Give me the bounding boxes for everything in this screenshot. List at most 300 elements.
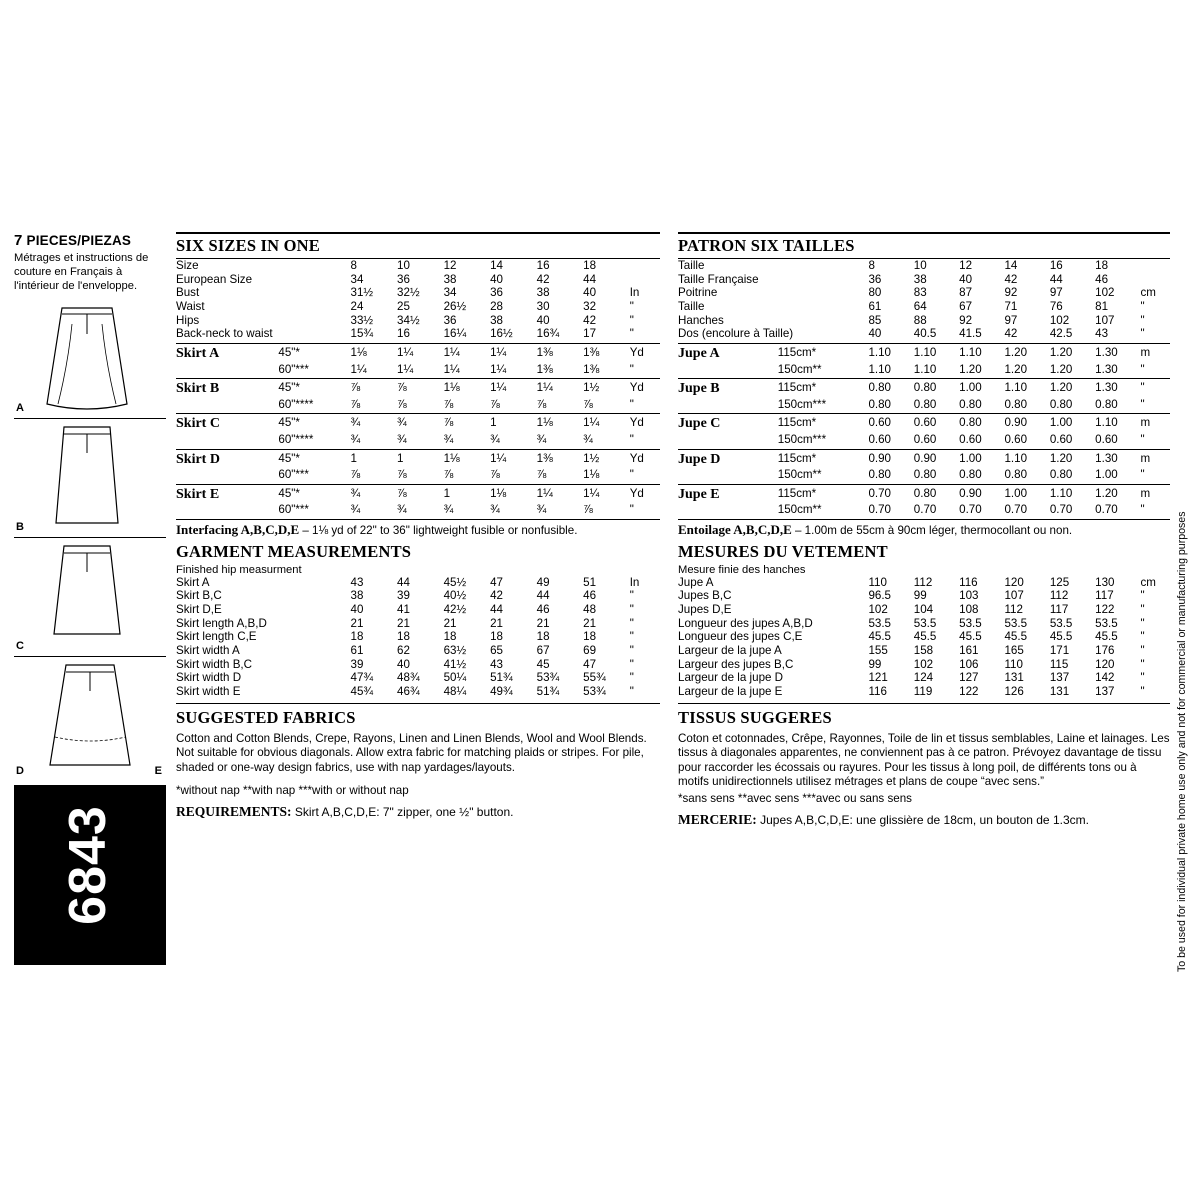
cell: 92	[1004, 286, 1018, 300]
unit: "	[1140, 671, 1145, 685]
cell: 53.5	[1004, 616, 1028, 630]
table-row	[678, 286, 1170, 300]
french-garment-sub: Mesure finie des hanches	[678, 563, 806, 576]
cell: 1⅜	[583, 346, 600, 360]
fabric-width: 60"***	[278, 468, 309, 482]
cell: 1⅛	[443, 451, 460, 465]
english-title: SIX SIZES IN ONE	[176, 234, 660, 259]
table-row	[678, 589, 1170, 603]
row-label: Taille	[678, 300, 705, 314]
interfacing-text: – 1.00m de 55cm à 90cm léger, thermocollant ou non.	[791, 523, 1073, 537]
view-name: Skirt D	[176, 451, 220, 467]
cell: 46	[1095, 272, 1109, 286]
unit: "	[629, 313, 634, 327]
cell: 44	[397, 575, 410, 589]
unit	[630, 273, 660, 287]
table-row	[176, 363, 660, 377]
cell: 120	[1004, 575, 1024, 589]
cell: 1.10	[1004, 451, 1028, 465]
cell: 15¾	[350, 327, 374, 341]
cell: 45	[536, 657, 550, 671]
requirements-label: MERCERIE:	[678, 811, 757, 827]
fabric-width: 115cm*	[777, 416, 817, 430]
cell: 48¼	[443, 684, 467, 698]
cell: 0.80	[868, 397, 892, 411]
table-row	[176, 314, 660, 328]
french-panel	[678, 232, 1170, 828]
cell: 1.10	[868, 362, 892, 376]
unit: In	[629, 286, 640, 300]
fabric-width: 150cm***	[777, 432, 827, 446]
table-row	[678, 658, 1170, 672]
cell: 1¼	[397, 346, 414, 360]
cell: 38	[443, 272, 457, 286]
table-row	[678, 617, 1170, 631]
cell: 51	[583, 575, 597, 589]
cell: 40	[583, 286, 597, 300]
unit: Yd	[629, 486, 644, 500]
cell: 21	[443, 616, 457, 630]
table-row	[678, 273, 1170, 287]
table-row	[176, 300, 660, 314]
cell: 41.5	[959, 327, 982, 341]
fabric-width: 45"*	[278, 346, 300, 360]
cell: 42	[490, 589, 504, 603]
cell: ⅞	[350, 381, 361, 395]
cell: 1¼	[443, 346, 460, 360]
table-row	[678, 644, 1170, 658]
view-name: Jupe E	[678, 486, 720, 502]
cell: 92	[959, 313, 973, 327]
english-yardage-b	[176, 381, 660, 411]
cell: 36	[490, 286, 504, 300]
row-label: Taille	[678, 259, 705, 272]
view-label-b: B	[16, 521, 24, 533]
row-label: Longueur des jupes C,E	[678, 630, 803, 644]
row-label: Jupe A	[678, 575, 714, 589]
english-fabrics-text: Cotton and Cotton Blends, Crepe, Rayons, Linen and Linen Blends, Wool and Wool Blends. Not suitable for obvious diagonals. Allow extra fabric for matching plaids or stripes. For pile, shaded or one-way design fabrics, use with nap yardages/layouts.	[176, 731, 647, 774]
cell: 0.60	[1004, 432, 1028, 446]
cell: 43	[350, 575, 364, 589]
cell: 116	[959, 575, 978, 589]
unit: m	[1140, 416, 1151, 430]
row-label: Skirt width D	[176, 671, 242, 685]
cell: 0.70	[868, 503, 892, 517]
row-label: Largeur de la jupe A	[678, 643, 782, 657]
cell: 32	[583, 300, 597, 314]
cell: 1	[350, 451, 357, 465]
cell: 64	[913, 300, 927, 314]
row-label: Hips	[176, 313, 200, 327]
fabric-width: 60"****	[278, 397, 314, 411]
cell: 125	[1049, 575, 1070, 589]
cell: 43	[490, 657, 504, 671]
table-row	[176, 658, 660, 672]
row-label: Poitrine	[678, 286, 718, 300]
cell: 1.00	[959, 381, 982, 395]
cell: 43	[1095, 327, 1109, 341]
french-yardage-b	[678, 381, 1170, 411]
cell: 1.20	[1049, 346, 1073, 360]
french-garment-title: MESURES DU VETEMENT	[678, 541, 888, 561]
cell: 1.20	[1049, 362, 1073, 376]
table-row	[678, 671, 1170, 685]
cell: 1.30	[1095, 451, 1118, 465]
cell: ⅞	[490, 397, 500, 411]
table-row	[176, 685, 660, 699]
cell: 16	[1049, 259, 1063, 272]
cell: 0.80	[1049, 397, 1073, 411]
cell: 16¾	[536, 327, 560, 341]
cell: 34½	[397, 313, 420, 327]
english-panel	[176, 232, 660, 820]
cell: 0.80	[1049, 468, 1073, 482]
french-yardage-c	[678, 416, 1170, 446]
skirt-b-drawing	[32, 423, 142, 531]
unit: "	[629, 684, 634, 698]
row-label: Jupes D,E	[678, 602, 732, 616]
row-label: Skirt width B,C	[176, 657, 253, 671]
unit: "	[1140, 468, 1145, 482]
cell: 102	[868, 602, 888, 616]
unit: "	[629, 432, 634, 446]
cell: 99	[868, 657, 882, 671]
cell: 0.80	[913, 397, 937, 411]
fabric-width: 60"***	[278, 503, 309, 517]
cell: 69	[583, 643, 597, 657]
cell: 1.10	[1095, 416, 1118, 430]
row-label: Size	[176, 259, 199, 272]
requirements-text: Jupes A,B,C,D,E: une glissière de 18cm, un bouton de 1.3cm.	[756, 812, 1089, 827]
cell: 40	[536, 313, 550, 327]
view-name: Skirt A	[176, 346, 220, 362]
cell: 28	[490, 300, 504, 314]
cell: 10	[913, 259, 927, 272]
fabric-width: 115cm*	[777, 451, 817, 465]
unit: m	[1140, 486, 1151, 500]
french-note: Métrages et instructions de couture en Français à l'intérieur de l'enveloppe.	[14, 252, 149, 292]
cell: 46	[583, 589, 597, 603]
english-yardage-a	[176, 346, 660, 376]
row-label: Skirt length C,E	[176, 630, 257, 644]
cell: 1.10	[1049, 486, 1073, 500]
cell: 80	[868, 286, 882, 300]
fabric-width: 60"***	[278, 362, 309, 376]
cell: ¾	[443, 503, 454, 517]
cell: ¾	[583, 432, 593, 446]
cell: 1.00	[1049, 416, 1073, 430]
cell: 0.80	[868, 381, 892, 395]
cell: ⅞	[443, 416, 454, 430]
cell: 12	[959, 259, 973, 272]
cell: 83	[913, 286, 927, 300]
unit: "	[629, 602, 634, 616]
french-requirements	[678, 812, 1170, 828]
cell: 40	[490, 272, 504, 286]
cell: 45.5	[913, 630, 937, 644]
table-row	[678, 381, 1170, 398]
cell: 1¼	[490, 362, 507, 376]
cell: 112	[1049, 589, 1069, 603]
unit: m	[1140, 346, 1151, 360]
cell: 1¼	[490, 346, 507, 360]
cell: ⅞	[397, 468, 407, 482]
table-row	[678, 346, 1170, 363]
cell: 0.80	[913, 381, 937, 395]
cell: 1.10	[1004, 381, 1028, 395]
cell: 0.60	[913, 416, 937, 430]
french-fabrics-title: TISSUS SUGGERES	[678, 707, 832, 727]
cell: 1.00	[959, 451, 982, 465]
cell: 102	[1095, 286, 1115, 300]
cell: 112	[1004, 602, 1023, 616]
cell: 48¾	[397, 671, 420, 685]
cell: 110	[1004, 657, 1023, 671]
cell: 0.60	[868, 416, 892, 430]
cell: 50¼	[443, 671, 467, 685]
cell: 12	[443, 259, 457, 272]
cell: 102	[913, 657, 934, 671]
table-row	[678, 603, 1170, 617]
cell: 53.5	[913, 616, 937, 630]
cell: 30	[536, 300, 550, 314]
french-interfacing	[678, 522, 1170, 539]
requirements-text: Skirt A,B,C,D,E: 7" zipper, one ½" button.	[291, 804, 514, 819]
unit: In	[629, 575, 640, 589]
unit: "	[629, 657, 634, 671]
cell: 1.20	[1049, 451, 1073, 465]
cell: ¾	[490, 432, 500, 446]
cell: 127	[959, 671, 979, 685]
cell: 97	[1049, 286, 1063, 300]
cell: 41	[397, 602, 410, 616]
cell: 33½	[350, 313, 374, 327]
cell: 1⅜	[583, 362, 600, 376]
fabric-width: 45"*	[278, 416, 300, 430]
unit: "	[1140, 684, 1145, 698]
cell: 48	[583, 602, 597, 616]
row-label: Bust	[176, 286, 200, 300]
unit: "	[1140, 397, 1145, 411]
cell: 14	[1004, 259, 1018, 272]
cell: 0.70	[868, 486, 892, 500]
view-illustration-a	[14, 300, 166, 419]
cell: 38	[913, 272, 927, 286]
cell: ⅞	[397, 486, 407, 500]
interfacing-text: – 1⅛ yd of 22" to 36" lightweight fusible or nonfusible.	[299, 523, 578, 537]
cell: 45.5	[868, 630, 892, 644]
cell: ¾	[350, 503, 361, 517]
cell: 34	[350, 272, 364, 286]
cell: 131	[1049, 684, 1070, 698]
cell: 71	[1004, 300, 1018, 314]
english-garment-title: GARMENT MEASUREMENTS	[176, 541, 412, 561]
cell: ⅞	[350, 468, 361, 482]
unit: "	[629, 630, 634, 644]
cell: 46¾	[397, 684, 420, 698]
table-row	[678, 576, 1170, 590]
cell: 65	[490, 643, 504, 657]
cell: 0.70	[1095, 503, 1118, 517]
english-fabrics-title: SUGGESTED FABRICS	[176, 707, 356, 727]
cell: 176	[1095, 643, 1115, 657]
view-illustration-c	[14, 538, 166, 657]
table-row	[678, 363, 1170, 377]
cell: 0.80	[959, 416, 982, 430]
table-row	[678, 452, 1170, 469]
unit: "	[629, 327, 634, 341]
unit: "	[629, 503, 634, 517]
pieces-count: 7	[14, 232, 23, 249]
unit: "	[629, 616, 634, 630]
cell: ⅞	[490, 468, 500, 482]
cell: 0.80	[868, 468, 892, 482]
table-row	[678, 398, 1170, 412]
cell: 16¼	[443, 327, 467, 341]
table-row	[176, 416, 660, 433]
view-illustration-b	[14, 419, 166, 538]
cell: 42	[1004, 272, 1018, 286]
cell: 46	[536, 602, 550, 616]
table-row	[176, 452, 660, 469]
table-row	[678, 630, 1170, 644]
cell: 102	[1049, 313, 1070, 327]
unit: "	[629, 468, 634, 482]
cell: 117	[1049, 602, 1069, 616]
row-label: Largeur des jupes B,C	[678, 657, 794, 671]
cell: ⅞	[583, 503, 593, 517]
cell: 1¼	[536, 486, 553, 500]
cell: 18	[490, 630, 504, 644]
french-nap-note: *sans sens **avec sens ***avec ou sans sens	[678, 791, 912, 805]
cell: 45.5	[959, 630, 982, 644]
cell: 1.00	[1004, 486, 1028, 500]
french-yardage-a	[678, 346, 1170, 376]
cell: 124	[913, 671, 934, 685]
cell: 45.5	[1095, 630, 1118, 644]
unit: cm	[1140, 575, 1156, 589]
cell: 1.20	[1049, 381, 1073, 395]
cell: 45.5	[1049, 630, 1073, 644]
cell: 1.10	[913, 362, 937, 376]
cell: 21	[350, 616, 364, 630]
cell: 40½	[443, 589, 467, 603]
cell: 34	[443, 286, 457, 300]
cell: 62	[397, 643, 410, 657]
cell: 0.80	[1004, 468, 1028, 482]
cell: 76	[1049, 300, 1063, 314]
cell: 0.60	[1095, 432, 1118, 446]
cell: 25	[397, 300, 410, 314]
cell: 1.20	[1004, 362, 1028, 376]
cell: 0.80	[913, 486, 937, 500]
cell: 171	[1049, 643, 1070, 657]
cell: 44	[583, 272, 597, 286]
english-garment-sub: Finished hip measurment	[176, 563, 302, 576]
cell: ¾	[536, 503, 547, 517]
row-label: Skirt width E	[176, 684, 241, 698]
view-name: Jupe D	[678, 451, 721, 467]
cell: 44	[490, 602, 504, 616]
cell: 24	[350, 300, 364, 314]
english-yardage-e	[176, 487, 660, 517]
cell: 0.80	[913, 468, 937, 482]
fabric-width: 115cm*	[777, 381, 817, 395]
fabric-width: 60"****	[278, 432, 314, 446]
unit: "	[1140, 327, 1145, 341]
cell: 21	[490, 616, 504, 630]
cell: 1⅛	[583, 468, 600, 482]
cell: 18	[443, 630, 457, 644]
cell: ¾	[443, 432, 454, 446]
cell: 1¼	[583, 416, 600, 430]
cell: 16	[536, 259, 550, 272]
cell: 97	[1004, 313, 1018, 327]
unit: "	[1140, 362, 1145, 376]
unit: cm	[1140, 286, 1156, 300]
cell: 0.60	[913, 432, 937, 446]
cell: ⅞	[536, 468, 547, 482]
cell: 1.30	[1095, 381, 1118, 395]
cell: 1.00	[1095, 468, 1118, 482]
unit: "	[629, 397, 634, 411]
english-interfacing	[176, 522, 660, 539]
cell: 104	[913, 602, 934, 616]
fabric-width: 150cm***	[777, 397, 827, 411]
table-row	[176, 381, 660, 398]
english-nap-note: *without nap **with nap ***with or without nap	[176, 784, 409, 798]
cell: 0.60	[959, 432, 982, 446]
cell: 41½	[443, 657, 467, 671]
table-row	[678, 314, 1170, 328]
cell: 42½	[443, 602, 467, 616]
view-label-a: A	[16, 402, 24, 414]
cell: 18	[350, 630, 364, 644]
cell: 1½	[583, 451, 600, 465]
cell: 21	[397, 616, 410, 630]
cell: ⅞	[583, 397, 593, 411]
cell: 40	[350, 602, 364, 616]
cell: 0.60	[1049, 432, 1073, 446]
table-row	[678, 300, 1170, 314]
unit: "	[1140, 602, 1145, 616]
cell: 107	[1004, 589, 1024, 603]
cell: 1⅜	[536, 362, 553, 376]
cell: 1¼	[490, 381, 507, 395]
row-label: Skirt B,C	[176, 589, 222, 603]
view-label-c: C	[16, 640, 24, 652]
cell: 32½	[397, 286, 420, 300]
cell: 1.20	[1004, 346, 1028, 360]
fabric-width: 115cm*	[777, 346, 817, 360]
table-row	[176, 273, 660, 287]
table-row	[678, 468, 1170, 482]
table-row	[176, 589, 660, 603]
row-label: Back-neck to waist	[176, 327, 273, 341]
unit: "	[1140, 616, 1145, 630]
cell: 18	[397, 630, 410, 644]
unit: m	[1140, 451, 1151, 465]
pieces-line	[14, 232, 166, 249]
cell: 0.80	[1004, 397, 1028, 411]
cell: 1.20	[1095, 486, 1118, 500]
row-label: Waist	[176, 300, 205, 314]
cell: 14	[490, 259, 504, 272]
cell: 1¼	[583, 486, 600, 500]
fabric-width: 45"*	[278, 381, 300, 395]
cell: 0.90	[959, 486, 982, 500]
legal-notice: To be used for individual private home use only and not for commercial or manufacturing purposes	[1176, 511, 1188, 972]
